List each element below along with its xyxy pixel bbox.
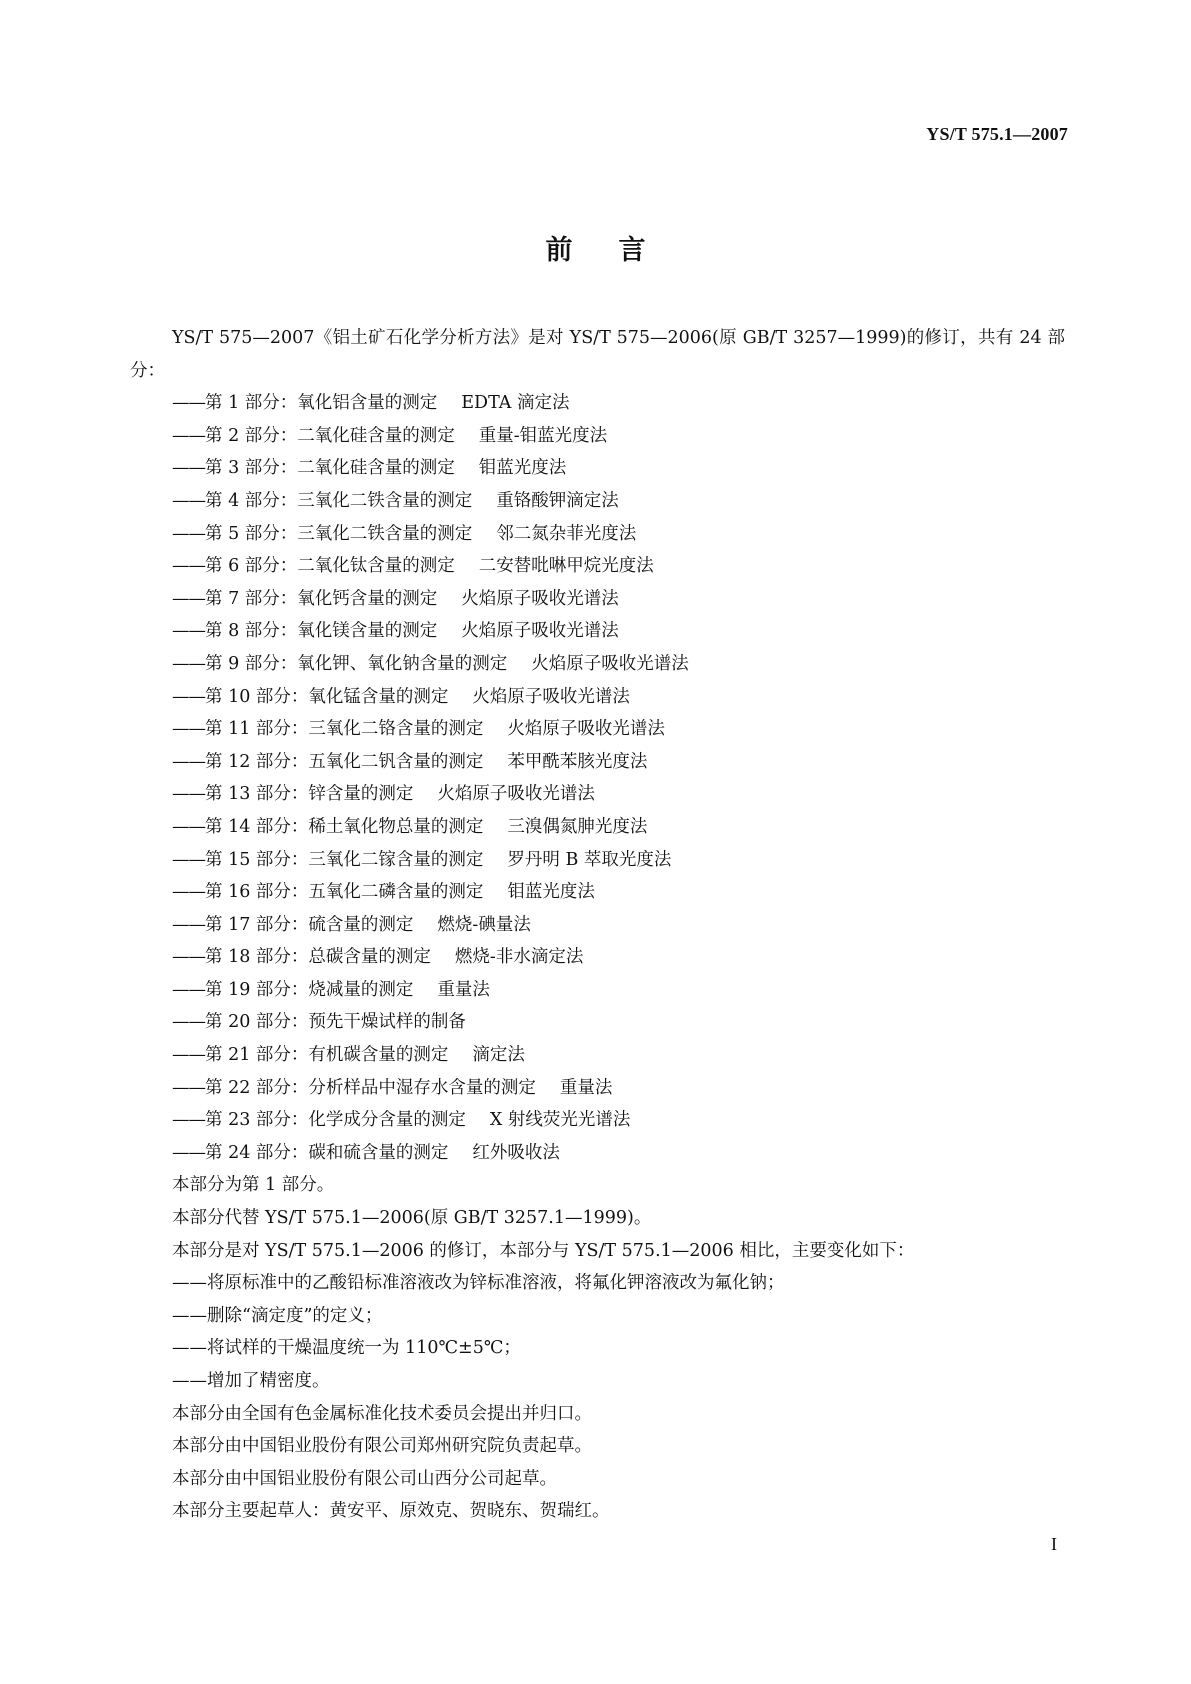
list-dash: —— [172,556,205,577]
list-dash: —— [172,653,205,674]
part-label: 第 11 部分：三氧化二铬含量的测定 [205,719,484,740]
list-dash: —— [172,882,205,903]
body-paragraph: 本部分主要起草人：黄安平、原效克、贺晓东、贺瑞红。 [172,1501,610,1522]
list-dash: —— [172,523,205,544]
foreword-body [130,322,1065,1528]
part-label: 第 14 部分：稀土氧化物总量的测定 [205,816,484,837]
part-label: 第 2 部分：二氧化硅含量的测定 [205,425,455,446]
part-method: 苯甲酰苯胲光度法 [507,751,648,772]
part-label: 第 10 部分：氧化锰含量的测定 [205,686,449,707]
part-item [130,420,1065,453]
part-label: 第 19 部分：烧减量的测定 [205,979,414,1000]
list-dash: —— [172,1110,205,1131]
part-item [130,485,1065,518]
part-method: 二安替吡啉甲烷光度法 [478,556,654,577]
part-item [130,550,1065,583]
part-item [130,713,1065,746]
part-item [130,876,1065,909]
body-paragraph: ——将原标准中的乙酸铅标准溶液改为锌标准溶液，将氟化钾溶液改为氟化钠； [172,1273,785,1294]
part-method: 红外吸收法 [472,1142,560,1163]
list-dash: —— [172,979,205,1000]
part-item [130,615,1065,648]
list-dash: —— [172,1045,205,1066]
list-dash: —— [172,1012,205,1033]
part-label: 第 12 部分：五氧化二钒含量的测定 [205,751,484,772]
paragraph-list [130,1169,1065,1528]
body-paragraph: 本部分由中国铝业股份有限公司郑州研究院负责起草。 [172,1436,592,1457]
part-method: 燃烧-非水滴定法 [454,947,584,968]
body-paragraph: 本部分由中国铝业股份有限公司山西分公司起草。 [172,1468,557,1489]
part-item [130,1072,1065,1105]
part-label: 第 24 部分：碳和硫含量的测定 [205,1142,449,1163]
body-paragraph: 本部分为第 1 部分。 [172,1175,335,1196]
body-paragraph: ——删除“滴定度”的定义； [172,1305,383,1326]
part-method: 钼蓝光度法 [478,458,567,479]
part-label: 第 8 部分：氧化镁含量的测定 [205,621,438,642]
part-label: 第 1 部分：氧化铝含量的测定 [205,393,438,414]
list-dash: —— [172,947,205,968]
part-item [130,1104,1065,1137]
part-method: 滴定法 [472,1045,525,1066]
part-label: 第 3 部分：二氧化硅含量的测定 [205,458,455,479]
part-method: 火焰原子吸收光谱法 [461,621,619,642]
part-item [130,387,1065,420]
body-paragraph: 本部分由全国有色金属标准化技术委员会提出并归口。 [172,1403,592,1424]
list-dash: —— [172,686,205,707]
part-method: 钼蓝光度法 [507,882,595,903]
list-dash: —— [172,719,205,740]
part-label: 第 7 部分：氧化钙含量的测定 [205,588,438,609]
part-item [130,974,1065,1007]
part-label: 第 20 部分：预先干燥试样的制备 [205,1012,466,1033]
part-method: 三溴偶氮胂光度法 [507,816,648,837]
part-method: 火焰原子吸收光谱法 [461,588,619,609]
list-dash: —— [172,816,205,837]
part-method: EDTA 滴定法 [461,393,570,414]
part-item [130,518,1065,551]
part-item [130,1137,1065,1170]
part-label: 第 5 部分：三氧化二铁含量的测定 [205,523,473,544]
part-method: 燃烧-碘量法 [437,914,531,935]
part-item [130,452,1065,485]
list-dash: —— [172,1077,205,1098]
part-label: 第 9 部分：氧化钾、氧化钠含量的测定 [205,653,508,674]
part-item [130,746,1065,779]
part-method: 罗丹明 B 萃取光度法 [507,849,672,870]
standard-code: YS/T 575.1—2007 [926,124,1068,144]
list-dash: —— [172,751,205,772]
part-method: 火焰原子吸收光谱法 [531,653,689,674]
part-label: 第 22 部分：分析样品中湿存水含量的测定 [205,1077,536,1098]
part-item [130,1039,1065,1072]
list-dash: —— [172,393,205,414]
page-title: 前言 [545,235,692,266]
part-item [130,778,1065,811]
part-label: 第 21 部分：有机碳含量的测定 [205,1045,449,1066]
part-method: 火焰原子吸收光谱法 [437,784,595,805]
list-dash: —— [172,588,205,609]
part-item [130,941,1065,974]
part-label: 第 13 部分：锌含量的测定 [205,784,414,805]
part-label: 第 18 部分：总碳含量的测定 [205,947,431,968]
part-method: 重量-钼蓝光度法 [478,425,608,446]
part-item [130,909,1065,942]
list-dash: —— [172,621,205,642]
part-item [130,844,1065,877]
part-method: 邻二氮杂菲光度法 [496,523,637,544]
part-method: 重量法 [559,1077,613,1098]
list-dash: —— [172,849,205,870]
list-dash: —— [172,458,205,479]
body-paragraph: 本部分是对 YS/T 575.1—2006 的修订，本部分与 YS/T 575.1—2006 相比，主要变化如下： [172,1240,915,1261]
body-paragraph: ——将试样的干燥温度统一为 110℃±5℃； [172,1338,521,1359]
body-paragraph: 本部分代替 YS/T 575.1—2006(原 GB/T 3257.1—1999)。 [172,1208,652,1229]
list-dash: —— [172,914,205,935]
part-label: 第 16 部分：五氧化二磷含量的测定 [205,882,484,903]
part-method: X 射线荧光光谱法 [489,1110,631,1131]
part-label: 第 6 部分：二氧化钛含量的测定 [205,556,455,577]
intro-paragraph: YS/T 575—2007《铝土矿石化学分析方法》是对 YS/T 575—2006(原 GB/T 3257—1999)的修订，共有 24 部分： [130,328,1065,381]
part-method: 重量法 [437,979,490,1000]
page-number: I [1051,1534,1057,1554]
list-dash: —— [172,1142,205,1163]
part-item [130,811,1065,844]
part-label: 第 17 部分：硫含量的测定 [205,914,414,935]
list-dash: —— [172,490,205,511]
part-label: 第 23 部分：化学成分含量的测定 [205,1110,466,1131]
part-item [130,648,1065,681]
part-label: 第 4 部分：三氧化二铁含量的测定 [205,490,473,511]
part-label: 第 15 部分：三氧化二镓含量的测定 [205,849,484,870]
list-dash: —— [172,784,205,805]
part-method: 火焰原子吸收光谱法 [507,719,665,740]
part-method: 火焰原子吸收光谱法 [472,686,630,707]
body-paragraph: ——增加了精密度。 [172,1371,330,1391]
part-item [130,681,1065,714]
part-method: 重铬酸钾滴定法 [496,490,619,511]
part-item [130,1006,1065,1039]
list-dash: —— [172,425,205,446]
part-item [130,583,1065,616]
parts-list [130,387,1065,1169]
